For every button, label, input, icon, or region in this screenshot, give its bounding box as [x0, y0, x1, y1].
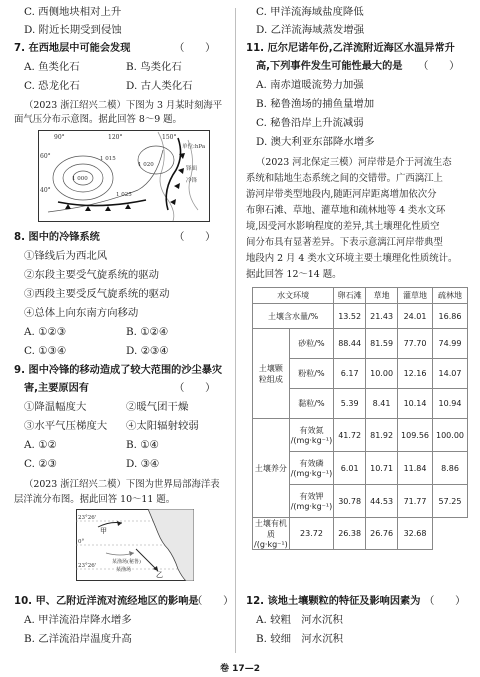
- q11-bracket: （ ）: [418, 60, 460, 72]
- row-label: [253, 518, 290, 550]
- q10-stem: 10. 甲、乙附近洋流对流经地区的影响是: [14, 596, 199, 607]
- intro-8-9-line2: 面气压分布示意图。据此回答 8～9 题。: [14, 114, 182, 125]
- row-label: [289, 452, 334, 485]
- map1-isobar-3: 1 020: [138, 162, 154, 168]
- map2-lat-label-1: 23°26': [78, 515, 97, 521]
- intro-12-14-line6: 间分布具有显著差异。下表示意漓江河岸带典型: [246, 237, 443, 248]
- q8-bracket: （ ）: [174, 231, 216, 243]
- table-cell: 57.25: [433, 485, 468, 518]
- intro-12-14-line2: 系统和陆地生态系统之间的交错带。广西漓江上: [246, 173, 443, 184]
- map1-isobar-4: 1 025: [116, 192, 132, 198]
- q9-item-1: ①降温幅度大: [24, 401, 87, 413]
- q10-option-d: D. 乙洋流海域蒸发增强: [256, 24, 365, 36]
- table-cell: 24.01: [398, 304, 433, 329]
- row-label: 粉粒/%: [289, 359, 334, 389]
- q9-option-d: D. ③④: [126, 458, 160, 470]
- table-header-cell: 水文环境: [253, 288, 334, 304]
- group-label-line: 粒组成: [258, 374, 283, 384]
- q12-stem: 12. 该地土壤颗粒的特征及影响因素为: [246, 596, 421, 607]
- soil-properties-table: [252, 287, 468, 550]
- table-cell: 77.70: [398, 329, 433, 359]
- table-cell: 23.72: [289, 518, 334, 550]
- map1-legend-cold-front: 冷锋: [186, 178, 198, 184]
- intro-10-11-line2: 层洋流分布图。据此回答 10～11 题。: [14, 494, 176, 505]
- table-cell: 74.99: [433, 329, 468, 359]
- q8-item-1: ①锋线后为西北风: [24, 250, 108, 262]
- q9-option-b: B. ①④: [126, 439, 159, 451]
- table-cell: 32.68: [398, 518, 433, 550]
- map2-label-jia: 甲: [100, 527, 107, 535]
- table-header-row: [253, 288, 468, 304]
- table-cell: 71.77: [398, 485, 433, 518]
- row-label-line: 有效磷: [299, 459, 324, 468]
- q9-item-4: ④太阳辐射较弱: [126, 420, 199, 432]
- q12-option-b: B. 较细 河水沉积: [256, 633, 343, 645]
- map1-isobar-1: 1 000: [72, 176, 88, 182]
- intro-12-14-line1: （2023 河北保定三模）河岸带是介于河流生态: [256, 157, 452, 168]
- q11-stem-line1: 11. 厄尔尼诺年份,乙洋流附近海区水温异常升: [246, 43, 455, 54]
- q11-option-d: D. 澳大利亚东部降水增多: [256, 136, 375, 148]
- group-label-particle: [253, 329, 290, 419]
- table-row: [253, 419, 468, 452]
- row-label-line: /(mg·kg⁻¹): [290, 469, 333, 478]
- q9-stem-line1: 9. 图中冷锋的移动造成了较大范围的沙尘暴灾: [14, 365, 223, 376]
- table-header-cell: 草地: [366, 288, 398, 304]
- table-cell: 81.59: [366, 329, 398, 359]
- q10-bracket: （ ）: [192, 595, 234, 607]
- table-header-cell: 卵石滩: [334, 288, 366, 304]
- table-row: [253, 304, 468, 329]
- q8-stem: 8. 图中的冷锋系统: [14, 232, 100, 243]
- q6-option-d: D. 附近长期受到侵蚀: [24, 24, 122, 36]
- table-cell: 8.86: [433, 452, 468, 485]
- q12-option-a: A. 较粗 河水沉积: [256, 614, 343, 626]
- table-cell: 26.76: [366, 518, 398, 550]
- q8-item-4: ④总体上向东南方向移动: [24, 307, 139, 319]
- table-cell: 41.72: [334, 419, 366, 452]
- intro-10-11-line1: （2023 浙江绍兴二模）下图为世界局部海洋表: [24, 479, 220, 490]
- q9-option-c: C. ②③: [24, 458, 57, 470]
- map1-legend-front: 锋面: [186, 166, 198, 172]
- table-row: [253, 518, 468, 550]
- row-label: 土壤含水量/%: [253, 304, 334, 329]
- row-label: [289, 419, 334, 452]
- map1-lon-label-2: 120°: [108, 134, 123, 141]
- q6-option-c: C. 西侧地块相对上升: [24, 6, 122, 18]
- table-cell: 6.17: [334, 359, 366, 389]
- map1-lon-label-3: 150°: [162, 134, 177, 141]
- q11-option-a: A. 南赤道暖流势力加强: [256, 79, 364, 91]
- q9-bracket: （ ）: [174, 382, 216, 394]
- table-cell: 10.00: [366, 359, 398, 389]
- map1-unit: 单位:hPa: [182, 144, 206, 150]
- q10-option-a: A. 甲洋流沿岸降水增多: [24, 614, 132, 626]
- q8-option-a: A. ①②③: [24, 326, 67, 338]
- q11-stem-line2: 高,下列事件发生可能性最大的是: [256, 61, 403, 72]
- table-row: [253, 329, 468, 359]
- map1-lat-label-1: 60°: [40, 153, 51, 160]
- intro-8-9-line1: （2023 浙江绍兴二模）下图为 3 月某时刻海平: [24, 100, 223, 111]
- table-cell: 81.92: [366, 419, 398, 452]
- q9-stem-line2: 害,主要原因有: [24, 383, 89, 394]
- row-label: [289, 485, 334, 518]
- table-cell: 109.56: [398, 419, 433, 452]
- q9-item-3: ③水平气压梯度大: [24, 420, 108, 432]
- table-cell: 26.38: [334, 518, 366, 550]
- column-divider: [235, 8, 236, 653]
- table-cell: 14.07: [433, 359, 468, 389]
- row-label: 黏粒/%: [289, 389, 334, 419]
- row-label-line: 有效钾: [299, 492, 324, 501]
- row-label-line: 土壤有机质: [254, 519, 287, 539]
- q7-option-d: D. 古人类化石: [126, 80, 193, 92]
- table-cell: 44.53: [366, 485, 398, 518]
- row-label-line: 有效氮: [299, 426, 324, 435]
- table-cell: 10.14: [398, 389, 433, 419]
- q11-option-c: C. 秘鲁沿岸上升流减弱: [256, 117, 364, 129]
- q8-option-b: B. ①②④: [126, 326, 169, 338]
- q7-stem: 7. 在西地层中可能会发现: [14, 43, 131, 54]
- q7-option-c: C. 恐龙化石: [24, 80, 80, 92]
- table-cell: 88.44: [334, 329, 366, 359]
- page-footer: 卷 17—2: [220, 664, 260, 674]
- table-cell: 21.43: [366, 304, 398, 329]
- q10-option-b: B. 乙洋流沿岸温度升高: [24, 633, 132, 645]
- map1-lon-label-1: 90°: [54, 134, 65, 141]
- group-label-line: 土壤颗: [258, 363, 283, 373]
- q7-bracket: （ ）: [174, 42, 216, 54]
- map2-lat-label-2: 0°: [78, 539, 85, 545]
- pressure-map: [38, 130, 210, 222]
- table-cell: 13.52: [334, 304, 366, 329]
- table-cell: 12.16: [398, 359, 433, 389]
- q9-item-2: ②暖气团干燥: [126, 401, 189, 413]
- q10-option-c: C. 甲洋流海域盐度降低: [256, 6, 364, 18]
- intro-12-14-line3: 游河岸带类型地段内,随距河岸距离增加依次分: [246, 189, 437, 200]
- q12-bracket: （ ）: [424, 595, 466, 607]
- q7-option-a: A. 鱼类化石: [24, 61, 80, 73]
- table-cell: 30.78: [334, 485, 366, 518]
- map2-label-yi: 乙: [156, 571, 163, 579]
- table-cell: 5.39: [334, 389, 366, 419]
- map2-note-1: 某渔场(秘鲁): [112, 559, 141, 565]
- q8-item-2: ②东段主要受气旋系统的驱动: [24, 269, 160, 281]
- map2-note-2: 某渔场: [116, 567, 132, 573]
- q11-option-b: B. 秘鲁渔场的捕鱼量增加: [256, 98, 375, 110]
- ocean-current-map: [76, 509, 194, 581]
- table-cell: 100.00: [433, 419, 468, 452]
- table-cell: 10.71: [366, 452, 398, 485]
- map2-lat-label-3: 23°26': [78, 563, 97, 569]
- q8-option-d: D. ②③④: [126, 345, 169, 357]
- intro-12-14-line8: 据此回答 12～14 题。: [246, 269, 342, 280]
- row-label-line: /(mg·kg⁻¹): [290, 436, 333, 445]
- q7-option-b: B. 鸟类化石: [126, 61, 182, 73]
- group-label-nutrient: 土壤养分: [253, 419, 290, 518]
- q9-option-a: A. ①②: [24, 439, 57, 451]
- intro-12-14-line5: 境,因受河水影响程度的差异,其土壤理化性质空: [246, 221, 440, 232]
- map1-lat-label-2: 40°: [40, 187, 51, 194]
- table-cell: 6.01: [334, 452, 366, 485]
- table-cell: 16.86: [433, 304, 468, 329]
- table-header-cell: 疏林地: [433, 288, 468, 304]
- intro-12-14-line4: 布卵石滩、草地、灌草地和疏林地等 4 类水文环: [246, 205, 446, 216]
- map1-isobar-2: 1 015: [100, 156, 116, 162]
- table-cell: 10.94: [433, 389, 468, 419]
- q8-option-c: C. ①③④: [24, 345, 67, 357]
- intro-12-14-line7: 地段内 2 月 4 类水文环境主要土壤理化性质统计。: [246, 253, 458, 264]
- table-cell: 8.41: [366, 389, 398, 419]
- q8-item-3: ③西段主要受反气旋系统的驱动: [24, 288, 170, 300]
- row-label-line: /(mg·kg⁻¹): [290, 502, 333, 511]
- row-label: 砂粒/%: [289, 329, 334, 359]
- row-label-line: /(g·kg⁻¹): [254, 540, 288, 549]
- table-header-cell: 灌草地: [398, 288, 433, 304]
- table-cell: 11.84: [398, 452, 433, 485]
